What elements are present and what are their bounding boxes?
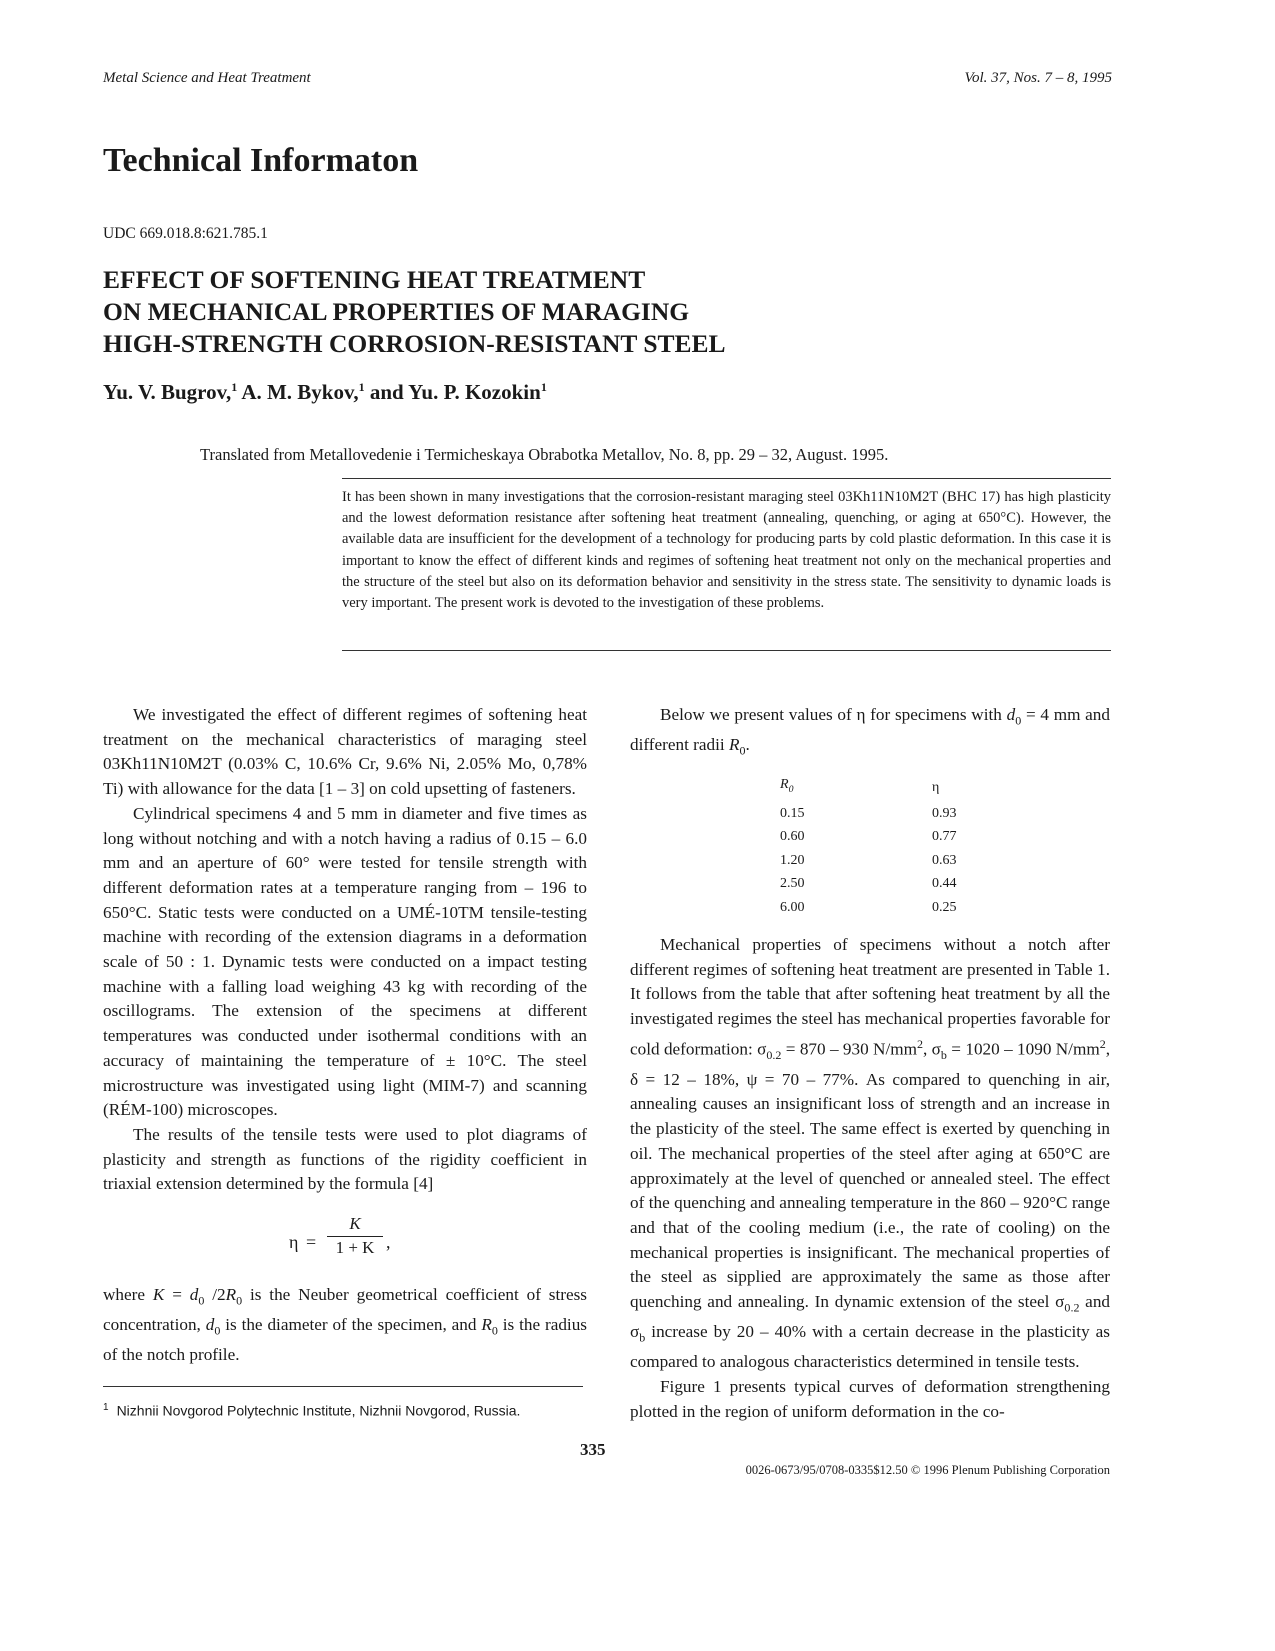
title-line-3: HIGH-STRENGTH CORROSION-RESISTANT STEEL: [103, 329, 726, 358]
paragraph: Cylindrical specimens 4 and 5 mm in diameter and five times as long without notching and with a notch having a radius of 0.15 – 6.0 mm and an aperture of 60° were tested for tensile strength with different deformation rates at a temperature ranging from – 196 to 650°C. Static tests were conducted on a UMÉ-10TM tensile-testing machine with recording of the extension diagrams in a deformation scale of 50 : 1. Dynamic tests were conducted on a impact testing machine with a falling load weighing 43 kg with recording of the oscillograms. The extension of the specimens at different temperatures was conducted under isothermal conditions with an accuracy of maintaining the temperature of ± 10°C. The steel microstructure was investigated using light (MIM-7) and scanning (RÉM-100) microscopes.: [103, 803, 587, 1120]
formula-fraction: [327, 1213, 383, 1259]
eta-table: [780, 773, 957, 919]
article-title: [103, 264, 726, 360]
table-cell: 0.77: [932, 829, 957, 845]
authors: [103, 380, 547, 405]
table-row: [780, 896, 957, 920]
formula-equals: =: [306, 1232, 317, 1253]
paragraph: Figure 1 presents typical curves of deformation strengthening plotted in the region of uniform deformation in the co-: [630, 1377, 1110, 1421]
table-cell: 0.93: [932, 805, 957, 821]
udc-code: UDC 669.018.8:621.785.1: [103, 225, 268, 242]
table-header-r0: $R_0$: [780, 777, 794, 796]
formula-numerator: K: [327, 1213, 383, 1237]
footnote: [103, 1402, 520, 1419]
formula-eta: η: [289, 1232, 299, 1253]
footnote-text: Nizhnii Novgorod Polytechnic Institute, Nizhnii Novgorod, Russia.: [116, 1402, 521, 1419]
table-cell: 6.00: [780, 899, 805, 915]
affiliation-mark: 1: [540, 380, 547, 394]
title-line-2: ON MECHANICAL PROPERTIES OF MARAGING: [103, 297, 690, 326]
title-line-1: EFFECT OF SOFTENING HEAT TREATMENT: [103, 265, 646, 294]
table-cell: 2.50: [780, 876, 805, 892]
abstract-bottom-rule: [342, 650, 1111, 651]
table-cell: 0.15: [780, 805, 805, 821]
abstract: It has been shown in many investigations that the corrosion-resistant maraging steel 03Kh11N10M2T (BHC 17) has high plasticity and the lowest deformation resistance after softening heat treatment (annealing, quenching, or aging at 650°C). However, the available data are insufficient for the development of a technology for producing parts by cold plastic deformation. In this case it is important to know the effect of different kinds and regimes of softening heat treatment not only on the mechanical properties and the structure of the steel but also on its deformation behavior and sensitivity in the stress state. The sensitivity to dynamic loads is very important. The present work is devoted to the investigation of these problems.: [342, 489, 1111, 612]
rigidity-formula: [103, 1203, 587, 1281]
paragraph: The results of the tensile tests were used to plot diagrams of plasticity and strength as functions of the rigidity coefficient in triaxial extension determined by the formula [4]: [103, 1124, 587, 1194]
section-title: Technical Informaton: [103, 142, 419, 179]
paragraph: We investigated the effect of different regimes of softening heat treatment on the mechanical characteristics of maraging steel 03Kh11N10M2T (0.03% C, 10.6% Cr, 9.6% Ni, 2.05% Mo, 0,78% Ti) with allowance for the data [1 – 3] on cold upsetting of fasteners.: [103, 705, 587, 799]
table-cell: 0.25: [932, 899, 957, 915]
volume-issue: Vol. 37, Nos. 7 – 8, 1995: [964, 70, 1112, 86]
paragraph: Mechanical properties of specimens without a notch after different regimes of softening heat treatment are presented in Table 1. It follows from the table that after softening heat treatment by all the investigated regimes the steel has mechanical properties favorable for cold deformation: $\sigma_{0.2} = 870 - 930$ $N/mm^2$, $\sigma_b = 1020 - 1090$ $N/mm^2$, δ = 12 – 18%, ψ = 70 – 77%. As compared to quenching in air, annealing causes an insignificant loss of strength and an increase in the plasticity of the steel. The same effect is exerted by quenching in oil. The mechanical properties of the steel after aging at 650°C are approximately at the level of quenched or annealed steel. The effect of the quenching and annealing temperature in the 860 – 920°C range and that of the cooling medium (i.e., the rate of cooling) on the mechanical properties is insignificant. The mechanical properties of the steel as sipplied are approximately the same as those after quenching and annealing. In dynamic extension of the steel $\sigma_{0.2}$ and $\sigma_b$ increase by 20 – 40% with a certain decrease in the plasticity as compared to analogous characteristics determined in tensile tests.: [630, 935, 1111, 1372]
left-column: [103, 703, 587, 1368]
author-1: Yu. V. Bugrov,: [103, 380, 232, 404]
translation-note: Translated from Metallovedenie i Termicheskaya Obrabotka Metallov, No. 8, pp. 29 – 32, August. 1995.: [200, 445, 889, 464]
table-header-row: [780, 773, 957, 801]
author-3: and Yu. P. Kozokin: [369, 380, 541, 404]
table-row: [780, 802, 957, 826]
affiliation-mark: 1: [231, 380, 238, 394]
journal-name: Metal Science and Heat Treatment: [103, 70, 311, 86]
table-cell: 1.20: [780, 852, 805, 868]
table-cell: 0.63: [932, 852, 957, 868]
formula-denominator: 1 + K: [335, 1238, 375, 1258]
right-column: [630, 703, 1110, 1424]
author-2: A. M. Bykov,: [241, 380, 359, 404]
page-number: 335: [580, 1440, 606, 1459]
affiliation-mark: 1: [358, 380, 365, 394]
abstract-top-rule: [342, 478, 1111, 479]
copyright-line: 0026-0673/95/0708-0335$12.50 © 1996 Plenum Publishing Corporation: [745, 1463, 1110, 1477]
table-cell: 0.44: [932, 876, 957, 892]
paragraph: where $K = d_0$ $/2R_0$ is the Neuber geometrical coefficient of stress concentration, $d_0$ is the diameter of the specimen, and $R_0$ is the radius of the notch profile.: [103, 1285, 587, 1365]
table-row: [780, 825, 957, 849]
table-header-eta: η: [932, 779, 940, 795]
formula-comma: ,: [386, 1232, 391, 1253]
table-row: [780, 849, 957, 873]
footnote-rule: [103, 1386, 583, 1387]
paragraph: Below we present values of η for specimens with $d_0 = 4$ mm and different radii $R_0$.: [630, 705, 1110, 758]
table-cell: 0.60: [780, 829, 805, 845]
table-row: [780, 872, 957, 896]
footnote-mark: 1: [103, 1402, 109, 1413]
